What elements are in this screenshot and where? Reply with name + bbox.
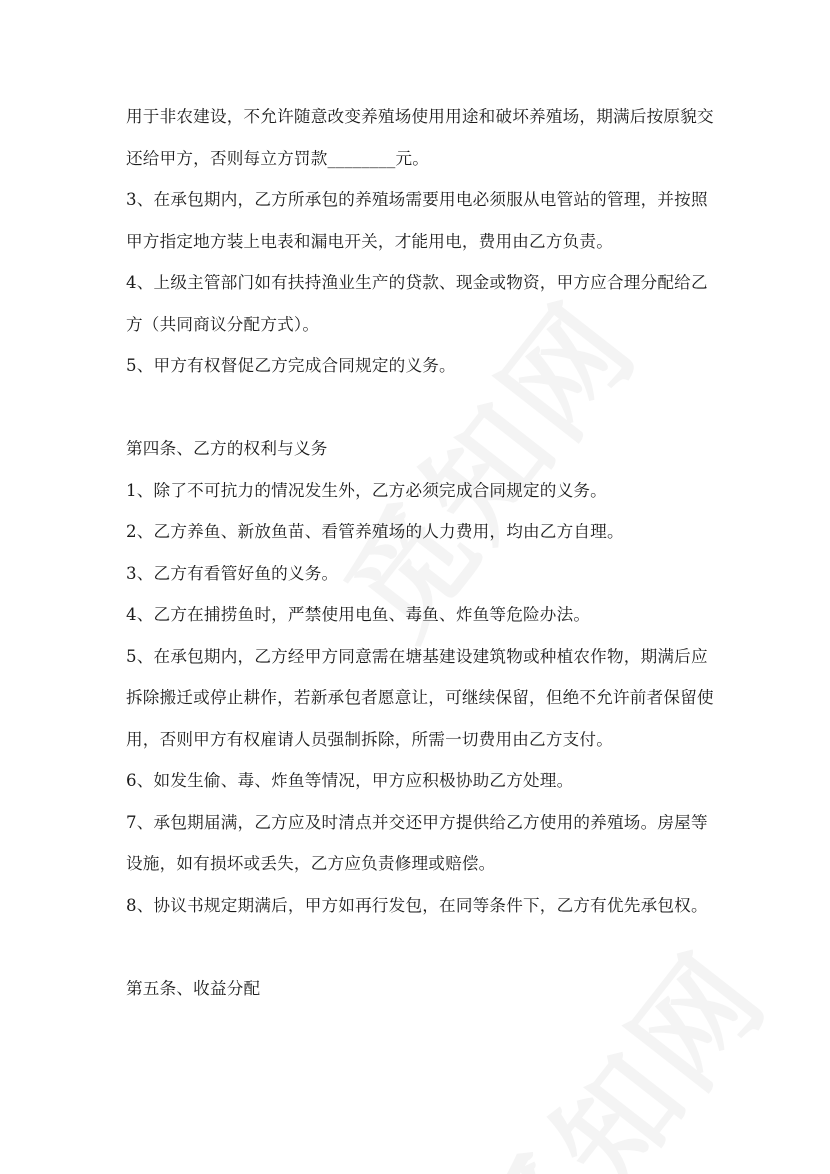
section-heading-4: 第四条、乙方的权利与义务 xyxy=(126,439,328,458)
paragraph-line: 还给甲方，否则每立方罚款________元。 xyxy=(126,148,430,168)
paragraph-line: 1、除了不可抗力的情况发生外，乙方必须完成合同规定的义务。 xyxy=(126,480,607,500)
paragraph-line: 8、协议书规定期满后，甲方如再行发包，在同等条件下，乙方有优先承包权。 xyxy=(126,895,708,915)
paragraph-line: 3、乙方有看管好鱼的义务。 xyxy=(126,563,339,583)
document-body xyxy=(126,96,716,1009)
paragraph-line: 用，否则甲方有权雇请人员强制拆除，所需一切费用由乙方支付。 xyxy=(126,729,614,749)
paragraph-line: 甲方指定地方装上电表和漏电开关，才能用电，费用由乙方负责。 xyxy=(126,231,614,251)
section-spacer xyxy=(126,926,716,968)
paragraph-line: 方（共同商议分配方式）。 xyxy=(126,314,320,334)
paragraph-line: 4、乙方在捕捞鱼时，严禁使用电鱼、毒鱼、炸鱼等危险办法。 xyxy=(126,605,591,624)
paragraph-line: 4、上级主管部门如有扶持渔业生产的贷款、现金或物资，甲方应合理分配给乙 xyxy=(126,273,708,292)
paragraph-line: 5、在承包期内，乙方经甲方同意需在塘基建设建筑物或种植农作物，期满后应 xyxy=(126,646,708,666)
paragraph-line: 用于非农建设，不允许随意改变养殖场使用用途和破坏养殖场，期满后按原貌交 xyxy=(126,107,714,126)
paragraph-line: 7、承包期届满，乙方应及时清点并交还甲方提供给乙方使用的养殖场。房屋等 xyxy=(126,812,708,832)
paragraph-line: 设施，如有损坏或丢失，乙方应负责修理或赔偿。 xyxy=(126,854,496,873)
paragraph-line: 3、在承包期内，乙方所承包的养殖场需要用电必须服从电管站的管理，并按照 xyxy=(126,190,708,209)
paragraph-line: 拆除搬迁或停止耕作，若新承包者愿意让，可继续保留，但绝不允许前者保留使 xyxy=(126,688,714,707)
section-heading-5: 第五条、收益分配 xyxy=(126,978,261,998)
paragraph-line: 5、甲方有权督促乙方完成合同规定的义务。 xyxy=(126,356,456,375)
section-spacer xyxy=(126,387,716,429)
paragraph-line: 2、乙方养鱼、新放鱼苗、看管养殖场的人力费用，均由乙方自理。 xyxy=(126,522,624,541)
paragraph-line: 6、如发生偷、毒、炸鱼等情况，甲方应积极协助乙方处理。 xyxy=(126,771,574,790)
